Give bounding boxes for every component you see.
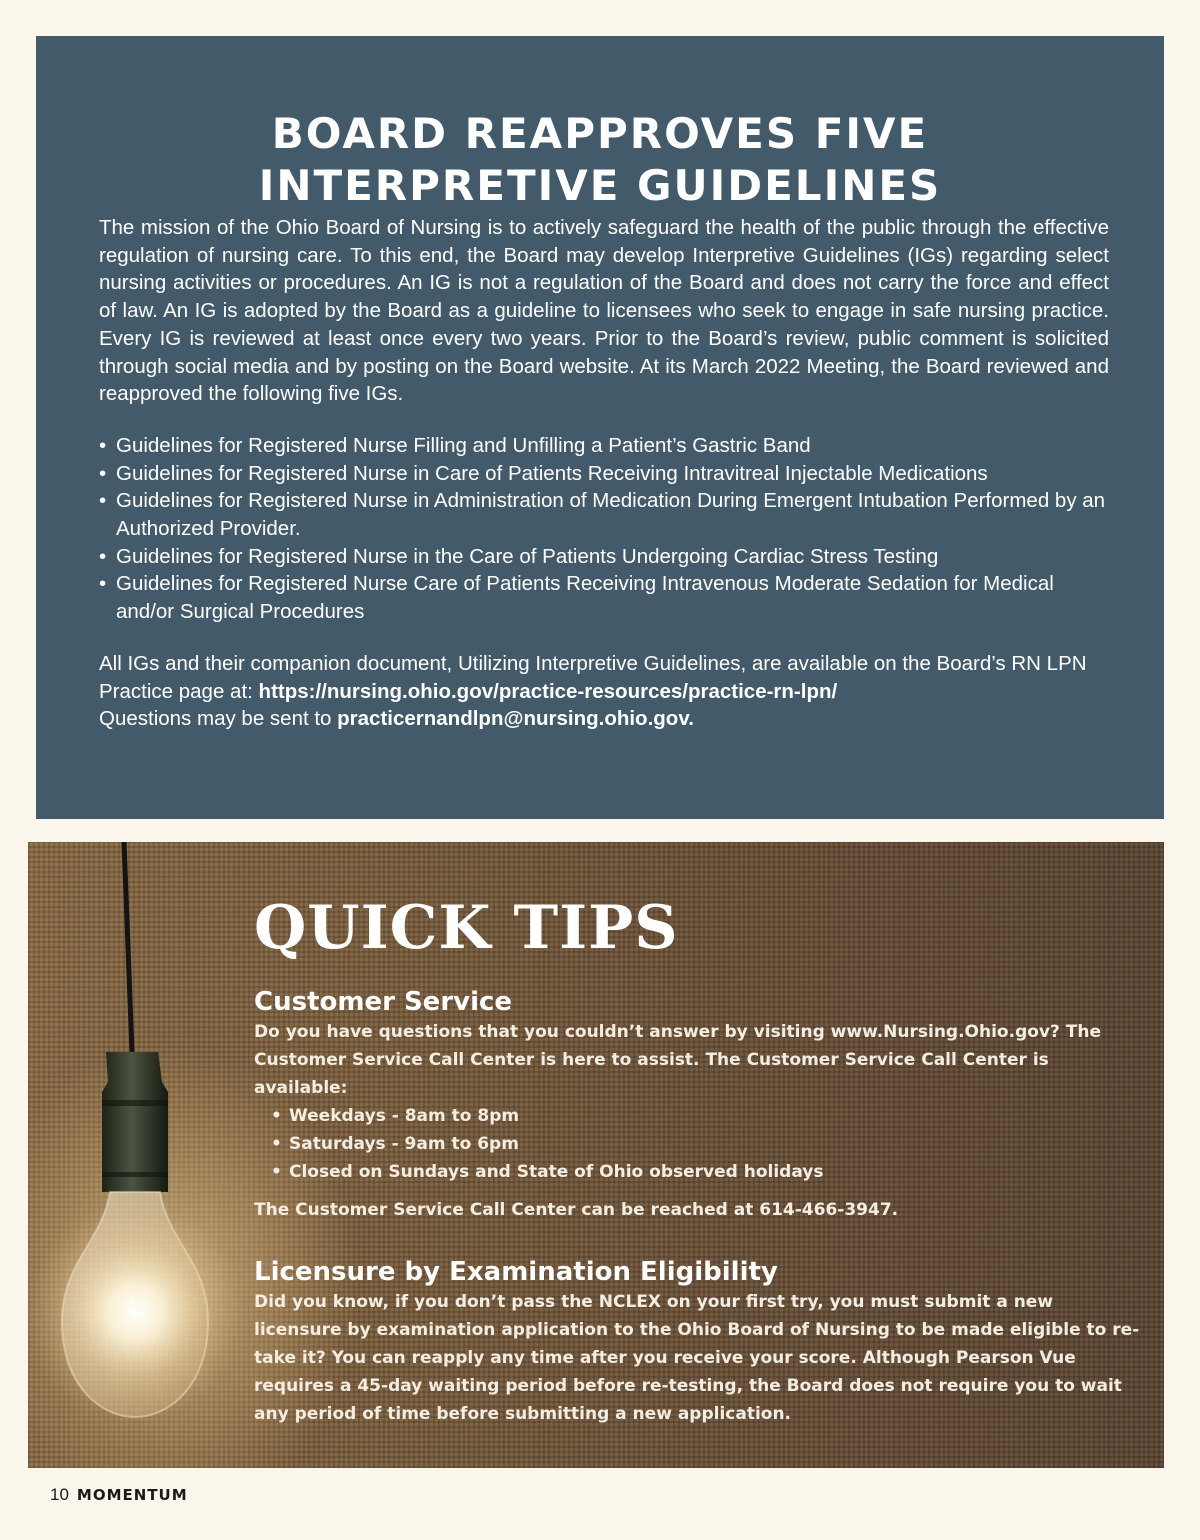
quick-tips-title: QUICK TIPS: [254, 893, 679, 963]
guideline-item: • Guidelines for Registered Nurse Filling and Unfilling a Patient’s Gastric Band: [99, 432, 1109, 460]
customer-service-phone: The Customer Service Call Center can be reached at 614-466-3947.: [254, 1200, 899, 1220]
light-bulb-icon: [28, 842, 268, 1468]
guidelines-list: [99, 432, 1109, 626]
article-title: [36, 108, 1164, 212]
magazine-name: MOMENTUM: [76, 1486, 188, 1504]
service-hours-list: [254, 1102, 1144, 1186]
licensure-heading: Licensure by Examination Eligibility: [254, 1257, 778, 1287]
customer-service-heading: Customer Service: [254, 987, 513, 1017]
page-footer: [50, 1484, 188, 1506]
article-closing: [99, 650, 1109, 733]
questions-email-link[interactable]: practicernandlpn@nursing.ohio.gov.: [337, 707, 694, 731]
guideline-item: • Guidelines for Registered Nurse in Administration of Medication During Emergent Intubation Performed by an Authorized Provider.: [99, 487, 1109, 542]
practice-url-link[interactable]: https://nursing.ohio.gov/practice-resources/practice-rn-lpn/: [258, 679, 838, 703]
guideline-item: • Guidelines for Registered Nurse in the Care of Patients Undergoing Cardiac Stress Testing: [99, 543, 1109, 571]
guideline-item: • Guidelines for Registered Nurse Care of Patients Receiving Intravenous Moderate Sedation for Medical and/or Surgical Procedures: [99, 570, 1109, 625]
service-hours-item: • Weekdays - 8am to 8pm: [271, 1102, 1144, 1130]
page-number: 10: [50, 1485, 69, 1504]
service-hours-item: • Saturdays - 9am to 6pm: [271, 1130, 1144, 1158]
article-intro: The mission of the Ohio Board of Nursing is to actively safeguard the health of the public through the effective regulation of nursing care. To this end, the Board may develop Interpretive Guidelines (IGs) regarding select nursing activities or procedures. An IG is not a regulation of the Board and does not carry the force and effect of law. An IG is adopted by the Board as a guideline to licensees who seek to engage in safe nursing practice. Every IG is reviewed at least once every two years. Prior to the Board’s review, public comment is solicited through social media and by posting on the Board website. At its March 2022 Meeting, the Board reviewed and reapproved the following five IGs.: [99, 216, 1109, 406]
questions-text: Questions may be sent to: [99, 707, 338, 731]
guideline-item: • Guidelines for Registered Nurse in Care of Patients Receiving Intravitreal Injectable Medications: [99, 460, 1109, 488]
article-body: [99, 214, 1109, 733]
service-hours-item: • Closed on Sundays and State of Ohio observed holidays: [271, 1158, 1144, 1186]
quick-tips-content: [254, 888, 1144, 1428]
article-panel: [36, 36, 1164, 819]
licensure-text: Did you know, if you don’t pass the NCLEX on your first try, you must submit a new licensure by examination application to the Ohio Board of Nursing to be made eligible to re-take it? You can reapply any time after you receive your score. Although Pearson Vue requires a 45-day waiting period before re-testing, the Board does not require you to wait any period of time before submitting a new application.: [254, 1292, 1140, 1424]
closing-text: All IGs and their companion document, Utilizing Interpretive Guidelines, are available on the Board’s RN LPN Practice page at:: [99, 651, 1087, 703]
customer-service-intro: Do you have questions that you couldn’t answer by visiting www.Nursing.Ohio.gov? The Customer Service Call Center is here to assist. The Customer Service Call Center is available:: [254, 1022, 1102, 1098]
article-title-line2: INTERPRETIVE GUIDELINES: [258, 161, 942, 210]
article-title-line1: BOARD REAPPROVES FIVE: [271, 109, 929, 158]
quick-tips-panel: [28, 842, 1164, 1468]
